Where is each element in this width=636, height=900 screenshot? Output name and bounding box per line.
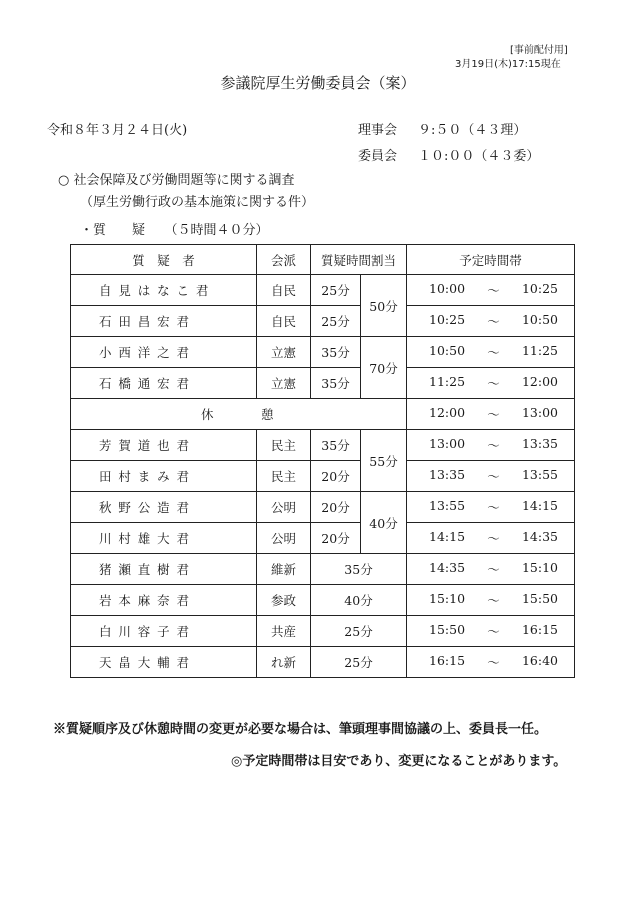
time-tilde: ～ — [487, 469, 500, 484]
agenda-item: ○ 社会保障及び労働問題等に関する調査 — [58, 173, 295, 188]
note-order-change: ※質疑順序及び休憩時間の変更が必要な場合は、筆頭理事間協議の上、委員長一任。 — [53, 722, 548, 737]
alloc-cell: 25分 — [311, 275, 361, 306]
alloc-cell: 25分 — [311, 647, 407, 678]
table-row — [71, 554, 575, 585]
time-start: 13:35 — [429, 467, 466, 482]
table-row — [71, 368, 575, 399]
time-tilde: ～ — [487, 314, 500, 329]
time-end: 16:15 — [521, 622, 558, 637]
time-tilde: ～ — [487, 345, 500, 360]
time-slot-cell — [407, 616, 575, 647]
questioner-name: 芳賀道也君 — [71, 430, 257, 461]
time-slot-cell — [407, 399, 575, 430]
time-end: 16:40 — [521, 653, 558, 668]
time-slot-cell — [407, 461, 575, 492]
time-start: 10:00 — [429, 281, 466, 296]
party-cell: 民主 — [257, 461, 311, 492]
time-range — [407, 560, 574, 578]
time-end: 13:00 — [521, 405, 558, 420]
as-of-timestamp: 3月19日(木)17:15現在 — [455, 59, 561, 70]
table-row — [71, 275, 575, 306]
time-range — [407, 343, 574, 361]
questioner-name: 秋野公造君 — [71, 492, 257, 523]
time-slot-cell — [407, 492, 575, 523]
time-slot-cell — [407, 523, 575, 554]
time-range — [407, 498, 574, 516]
time-range — [407, 281, 574, 299]
party-cell: 共産 — [257, 616, 311, 647]
party-cell: 参政 — [257, 585, 311, 616]
time-range — [407, 467, 574, 485]
header-allocation: 質疑時間割当 — [311, 245, 407, 275]
time-end: 13:55 — [521, 467, 558, 482]
time-start: 14:15 — [429, 529, 466, 544]
questioner-name: 石田昌宏君 — [71, 306, 257, 337]
time-start: 11:25 — [429, 374, 466, 389]
party-cell: 自民 — [257, 275, 311, 306]
time-slot-cell — [407, 306, 575, 337]
time-tilde: ～ — [487, 283, 500, 298]
time-tilde: ～ — [487, 438, 500, 453]
party-cell: れ新 — [257, 647, 311, 678]
time-tilde: ～ — [487, 655, 500, 670]
header-questioner: 質 疑 者 — [71, 245, 257, 275]
time-end: 15:10 — [521, 560, 558, 575]
questioner-name: 石橋通宏君 — [71, 368, 257, 399]
questioner-name: 田村まみ君 — [71, 461, 257, 492]
note-time-guideline: ◎予定時間帯は目安であり、変更になることがあります。 — [231, 754, 567, 769]
time-slot-cell — [407, 337, 575, 368]
time-start: 10:50 — [429, 343, 466, 358]
time-tilde: ～ — [487, 562, 500, 577]
alloc-cell: 20分 — [311, 523, 361, 554]
time-tilde: ～ — [487, 376, 500, 391]
time-end: 11:25 — [521, 343, 558, 358]
alloc-cell: 40分 — [311, 585, 407, 616]
questioner-name: 猪瀬直樹君 — [71, 554, 257, 585]
time-start: 15:10 — [429, 591, 466, 606]
alloc-cell: 35分 — [311, 368, 361, 399]
party-cell: 維新 — [257, 554, 311, 585]
table-header-row — [71, 245, 575, 275]
table-row — [71, 461, 575, 492]
time-slot-cell — [407, 647, 575, 678]
table-row — [71, 306, 575, 337]
time-slot-cell — [407, 554, 575, 585]
questioner-name: 岩本麻奈君 — [71, 585, 257, 616]
group-alloc-cell: 40分 — [361, 492, 407, 554]
table-row — [71, 337, 575, 368]
group-alloc-cell: 70分 — [361, 337, 407, 399]
party-cell: 民主 — [257, 430, 311, 461]
time-start: 12:00 — [429, 405, 466, 420]
party-cell: 立憲 — [257, 337, 311, 368]
time-slot-cell — [407, 430, 575, 461]
alloc-cell: 25分 — [311, 306, 361, 337]
alloc-cell: 35分 — [311, 337, 361, 368]
table-row — [71, 585, 575, 616]
party-cell: 自民 — [257, 306, 311, 337]
time-start: 10:25 — [429, 312, 466, 327]
board-meeting-time: ９:５０（４３理） — [418, 123, 527, 138]
time-range — [407, 622, 574, 640]
alloc-cell: 35分 — [311, 554, 407, 585]
time-slot-cell — [407, 275, 575, 306]
committee-time: １０:００（４３委） — [418, 149, 540, 164]
time-range — [407, 312, 574, 330]
agenda-subitem: （厚生労働行政の基本施策に関する件） — [80, 195, 315, 210]
break-row — [71, 399, 575, 430]
time-tilde: ～ — [487, 407, 500, 422]
questioner-name: 小西洋之君 — [71, 337, 257, 368]
time-tilde: ～ — [487, 531, 500, 546]
questioner-name: 自見はなこ君 — [71, 275, 257, 306]
header-party: 会派 — [257, 245, 311, 275]
time-end: 10:25 — [521, 281, 558, 296]
time-range — [407, 436, 574, 454]
page-title: 参議院厚生労働委員会（案） — [220, 74, 416, 92]
board-meeting-label: 理事会 — [358, 123, 398, 138]
time-end: 12:00 — [521, 374, 558, 389]
time-end: 10:50 — [521, 312, 558, 327]
group-alloc-cell: 55分 — [361, 430, 407, 492]
time-end: 14:35 — [521, 529, 558, 544]
break-label: 休 憩 — [71, 399, 407, 430]
question-time-label: ・質 疑 （５時間４０分） — [80, 223, 269, 238]
time-range — [407, 405, 574, 423]
questioner-name: 川村雄大君 — [71, 523, 257, 554]
questioner-name: 天畠大輔君 — [71, 647, 257, 678]
alloc-cell: 20分 — [311, 492, 361, 523]
questioner-name: 白川容子君 — [71, 616, 257, 647]
alloc-cell: 20分 — [311, 461, 361, 492]
time-range — [407, 374, 574, 392]
alloc-cell: 25分 — [311, 616, 407, 647]
group-alloc-cell: 50分 — [361, 275, 407, 337]
time-start: 14:35 — [429, 560, 466, 575]
time-start: 15:50 — [429, 622, 466, 637]
schedule-table — [70, 244, 575, 678]
table-row — [71, 647, 575, 678]
time-end: 14:15 — [521, 498, 558, 513]
time-range — [407, 529, 574, 547]
table-row — [71, 616, 575, 647]
time-tilde: ～ — [487, 593, 500, 608]
time-tilde: ～ — [487, 500, 500, 515]
time-start: 16:15 — [429, 653, 466, 668]
meeting-date: 令和８年３月２４日(火) — [47, 123, 188, 138]
header-time-slot: 予定時間帯 — [407, 245, 575, 275]
time-end: 15:50 — [521, 591, 558, 606]
time-range — [407, 653, 574, 671]
time-slot-cell — [407, 585, 575, 616]
time-tilde: ～ — [487, 624, 500, 639]
time-slot-cell — [407, 368, 575, 399]
time-range — [407, 591, 574, 609]
distribution-stamp: [事前配付用] — [510, 45, 568, 56]
table-row — [71, 492, 575, 523]
party-cell: 公明 — [257, 492, 311, 523]
time-end: 13:35 — [521, 436, 558, 451]
table-row — [71, 430, 575, 461]
party-cell: 立憲 — [257, 368, 311, 399]
table-row — [71, 523, 575, 554]
committee-label: 委員会 — [358, 149, 398, 164]
time-start: 13:00 — [429, 436, 466, 451]
alloc-cell: 35分 — [311, 430, 361, 461]
time-start: 13:55 — [429, 498, 466, 513]
party-cell: 公明 — [257, 523, 311, 554]
